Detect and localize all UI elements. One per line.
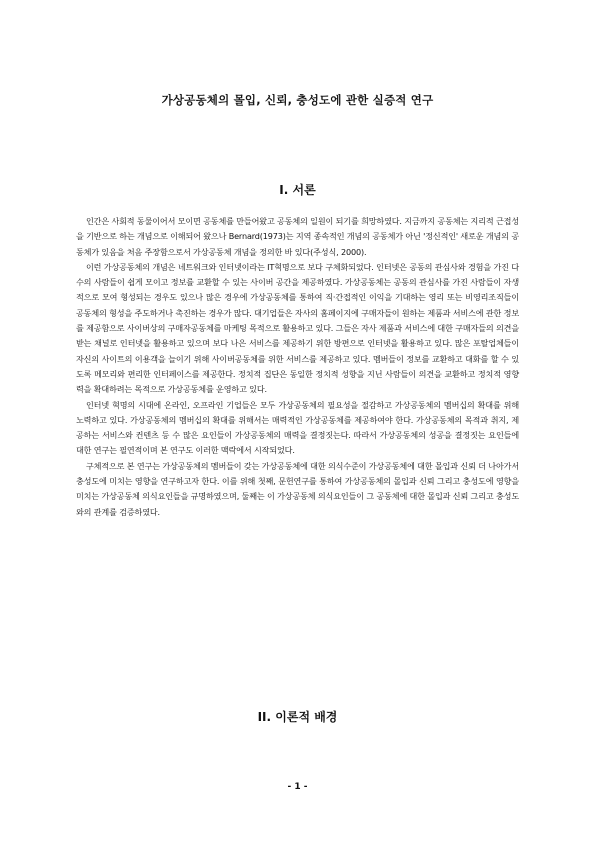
body-paragraph: 인터넷 혁명의 시대에 온라인, 오프라인 기업들은 모두 가상공동체의 필요성을 절감하고 가상공동체의 멤버십의 확대를 위해 노력하고 있다. 가상공동체의 멤버십의 확대를 위해서는 매력적인 가상공동체를 제공하여야 한다. 가상공동체의 목적과 취지, 제공하는 서비스와 컨텐츠 등 수 많은 요인들이 가상공동체의 매력을 결정짓는다. 따라서 가상공동체의 성공을 결정짓는 요인들에 대한 연구는 필연적이며 본 연구도 이러한 맥락에서 시작되었다.: [76, 399, 519, 456]
introduction-body: [76, 214, 519, 520]
page-number: - 1 -: [287, 782, 308, 792]
section-heading-introduction: I. 서론: [279, 183, 316, 197]
document-title: 가상공동체의 몰입, 신뢰, 충성도에 관한 실증적 연구: [161, 93, 434, 107]
section-heading-theoretical-background: II. 이론적 배경: [257, 710, 338, 724]
body-paragraph: 이런 가상공동체의 개념은 네트워크와 인터넷이라는 IT혁명으로 보다 구체화되었다. 인터넷은 공동의 관심사와 경험을 가진 다수의 사람들이 쉽게 모이고 정보를 교환할 수 있는 사이버 공간을 제공하였다. 가상공동체는 공동의 관심사를 가진 사람들이 자생적으로 모여 형성되는 경우도 있으나 많은 경우에 가상공동체를 통하여 직·간접적인 이익을 기대하는 영리 또는 비영리조직들이 공동체의 형성을 주도하거나 촉진하는 경우가 많다. 대기업들은 자사의 홈페이지에 구매자들이 원하는 제품과 서비스에 관한 정보를 제공함으로 사이버상의 구매자공동체를 마케팅 목적으로 활용하고 있다. 그들은 자사 제품과 서비스에 대한 구매자들의 의견을 받는 채널로 인터넷을 활용하고 있으며 보다 나은 서비스를 제공하기 위한 방편으로 인터넷을 활용하고 있다. 많은 포탈업체들이 자신의 사이트의 이용객을 늘이기 위해 사이버공동체를 위한 서비스를 제공하고 있다. 멤버들이 정보를 교환하고 대화를 할 수 있도록 메모리와 편리한 인터페이스를 제공한다. 정치적 집단은 동일한 정치적 성향을 지닌 사람들이 의견을 교환하고 정치적 영향력을 확대하려는 목적으로 가상공동체를 운영하고 있다.: [76, 261, 519, 395]
body-paragraph: 구체적으로 본 연구는 가상공동체의 멤버들이 갖는 가상공동체에 대한 의식수준이 가상공동체에 대한 몰입과 신뢰 더 나아가서 충성도에 미치는 영향을 연구하고자 한다. 이를 위해 첫째, 문헌연구를 통하여 가상공동체의 몰입과 신뢰 그리고 충성도에 영향을 미치는 가상공동체 의식요인들을 규명하였으며, 둘째는 이 가상공동체 의식요인들이 그 공동체에 대한 몰입과 신뢰 그리고 충성도와의 관계를 검증하였다.: [76, 460, 519, 517]
body-paragraph: 인간은 사회적 동물이어서 모이면 공동체를 만들어왔고 공동체의 일원이 되기를 희망하였다. 지금까지 공동체는 지리적 근접성을 기반으로 하는 개념으로 이해되어 왔으나 Bernard(1973)는 지역 종속적인 개념의 공동체가 아닌 '정신적인' 새로운 개념의 공동체가 있음을 처음 주장함으로서 가상공동체 개념을 정의한 바 있다(주성식, 2000).: [76, 216, 519, 257]
